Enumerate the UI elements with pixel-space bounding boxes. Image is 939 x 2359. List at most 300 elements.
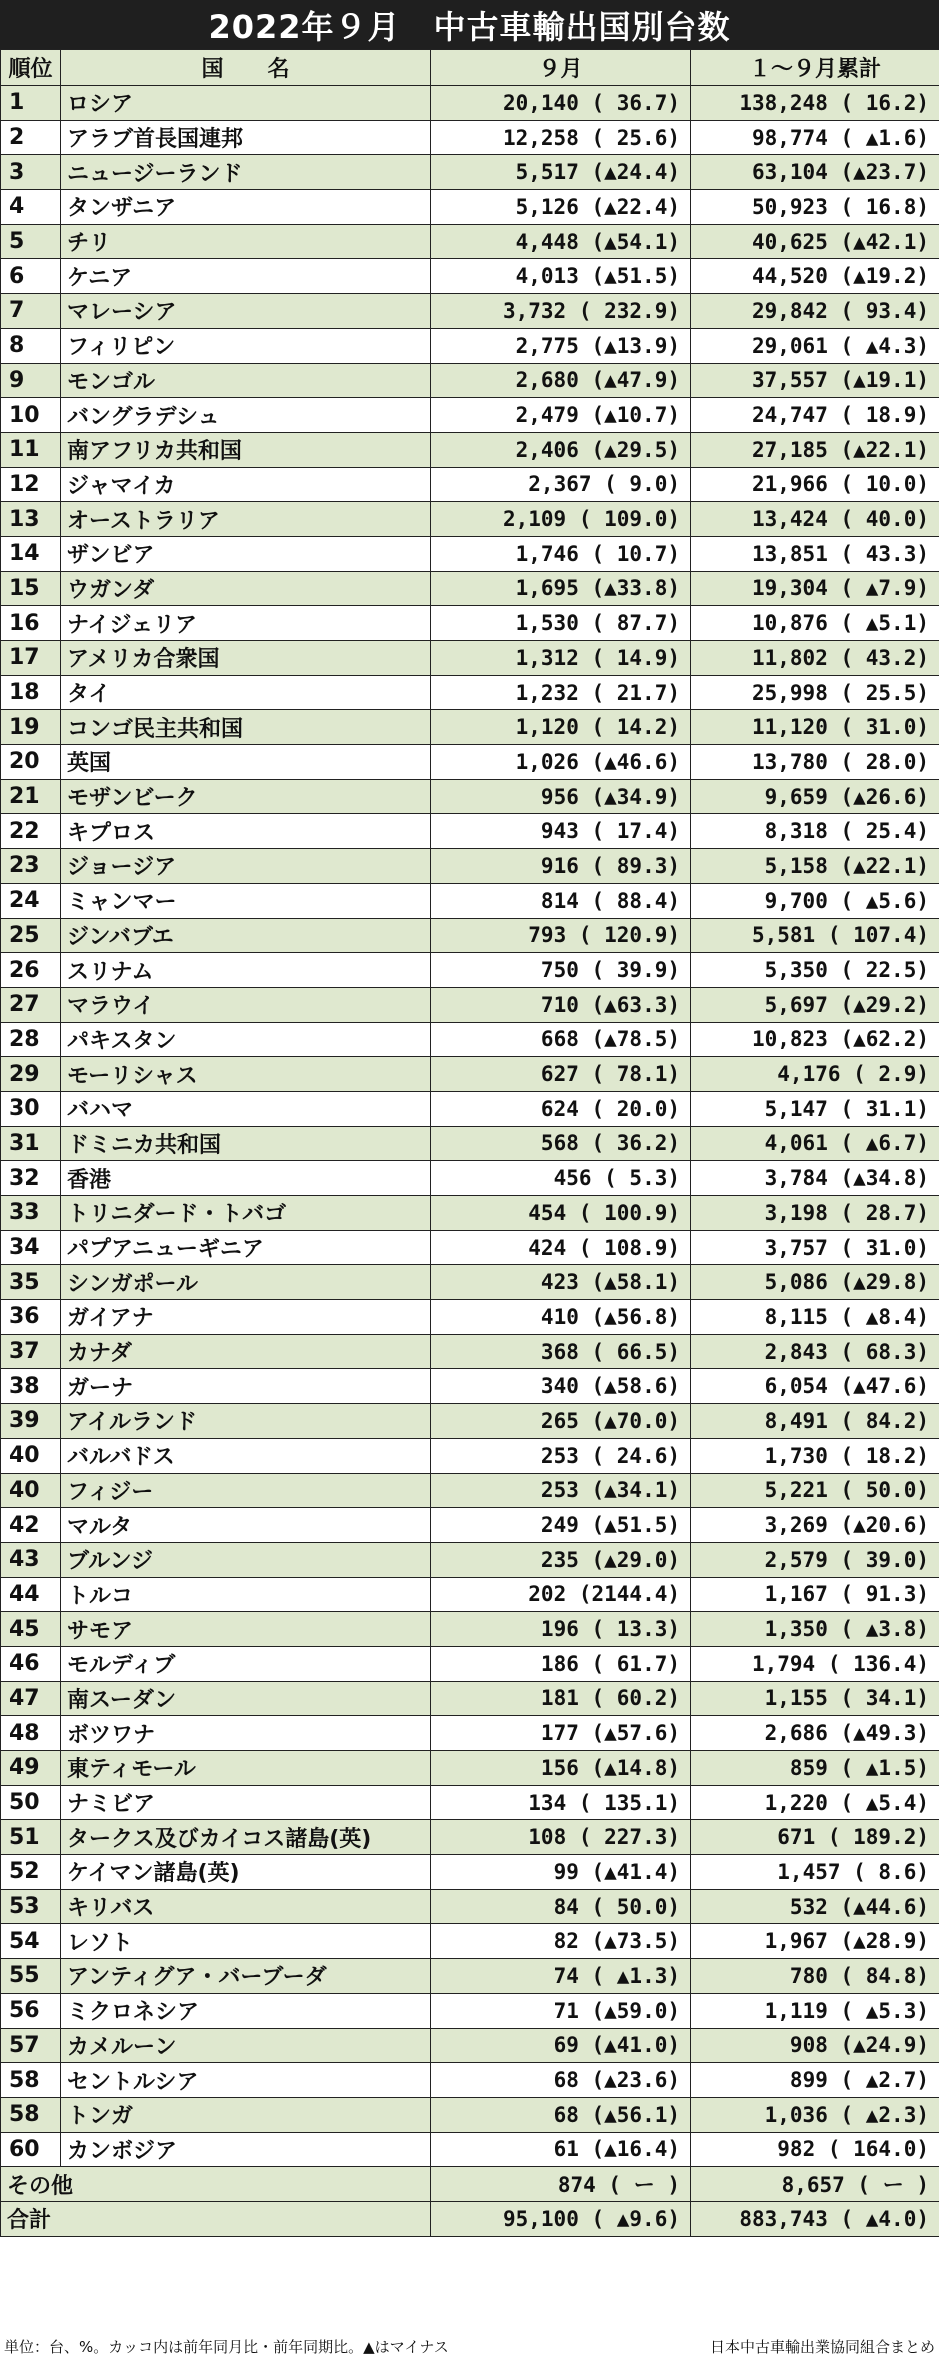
row-cumulative: 10,823 (▲62.2) <box>691 1022 939 1057</box>
row-name: 南スーダン <box>61 1681 431 1716</box>
row-name: マルタ <box>61 1508 431 1543</box>
row-rank: 44 <box>1 1577 61 1612</box>
footer-note: 単位：台、%。カッコ内は前年同月比・前年同期比。▲はマイナス <box>4 2337 449 2356</box>
row-rank: 51 <box>1 1820 61 1855</box>
table-row <box>1 86 939 121</box>
row-rank: 7 <box>1 294 61 329</box>
table-row <box>1 2097 939 2132</box>
row-cumulative: 9,659 (▲26.6) <box>691 779 939 814</box>
row-cumulative: 37,557 (▲19.1) <box>691 363 939 398</box>
row-month: 423 (▲58.1) <box>431 1265 691 1300</box>
row-month: 2,367 ( 9.0) <box>431 467 691 502</box>
table-row <box>1 2028 939 2063</box>
row-month: 84 ( 50.0) <box>431 1889 691 1924</box>
row-rank: 1 <box>1 86 61 121</box>
row-name: アラブ首長国連邦 <box>61 120 431 155</box>
row-month: 69 (▲41.0) <box>431 2028 691 2063</box>
row-rank: 17 <box>1 641 61 676</box>
table-row <box>1 571 939 606</box>
row-month: 1,530 ( 87.7) <box>431 606 691 641</box>
other-cumulative: 8,657 ( ー ) <box>691 2167 939 2202</box>
row-month: 916 ( 89.3) <box>431 849 691 884</box>
row-month: 668 (▲78.5) <box>431 1022 691 1057</box>
row-cumulative: 2,579 ( 39.0) <box>691 1542 939 1577</box>
table-row <box>1 1785 939 1820</box>
row-month: 68 (▲23.6) <box>431 2063 691 2098</box>
table-row <box>1 1438 939 1473</box>
row-cumulative: 44,520 (▲19.2) <box>691 259 939 294</box>
table-row <box>1 1508 939 1543</box>
row-month: 410 (▲56.8) <box>431 1300 691 1335</box>
row-cumulative: 63,104 (▲23.7) <box>691 155 939 190</box>
row-month: 454 ( 100.9) <box>431 1196 691 1231</box>
row-rank: 42 <box>1 1508 61 1543</box>
row-rank: 58 <box>1 2063 61 2098</box>
row-name: ミクロネシア <box>61 1993 431 2028</box>
row-cumulative: 1,457 ( 8.6) <box>691 1855 939 1890</box>
row-cumulative: 27,185 (▲22.1) <box>691 432 939 467</box>
row-name: トルコ <box>61 1577 431 1612</box>
row-rank: 31 <box>1 1126 61 1161</box>
table-row <box>1 1542 939 1577</box>
row-name: タイ <box>61 675 431 710</box>
table-row <box>1 120 939 155</box>
row-month: 1,746 ( 10.7) <box>431 536 691 571</box>
row-rank: 55 <box>1 1959 61 1994</box>
row-name: ブルンジ <box>61 1542 431 1577</box>
row-name: アメリカ合衆国 <box>61 641 431 676</box>
row-rank: 36 <box>1 1300 61 1335</box>
row-rank: 21 <box>1 779 61 814</box>
table-row <box>1 259 939 294</box>
row-month: 253 ( 24.6) <box>431 1438 691 1473</box>
table-row <box>1 1126 939 1161</box>
table-row <box>1 1855 939 1890</box>
row-rank: 30 <box>1 1091 61 1126</box>
row-cumulative: 13,851 ( 43.3) <box>691 536 939 571</box>
row-name: ウガンダ <box>61 571 431 606</box>
row-month: 235 (▲29.0) <box>431 1542 691 1577</box>
row-rank: 48 <box>1 1716 61 1751</box>
row-month: 20,140 ( 36.7) <box>431 86 691 121</box>
row-rank: 35 <box>1 1265 61 1300</box>
table-row <box>1 536 939 571</box>
table-row <box>1 918 939 953</box>
row-month: 249 (▲51.5) <box>431 1508 691 1543</box>
table-row <box>1 1265 939 1300</box>
table-row <box>1 849 939 884</box>
row-month: 134 ( 135.1) <box>431 1785 691 1820</box>
row-rank: 40 <box>1 1438 61 1473</box>
row-name: タンザニア <box>61 190 431 225</box>
row-name: マラウイ <box>61 987 431 1022</box>
row-rank: 16 <box>1 606 61 641</box>
row-month: 5,126 (▲22.4) <box>431 190 691 225</box>
row-cumulative: 13,424 ( 40.0) <box>691 502 939 537</box>
row-name: キプロス <box>61 814 431 849</box>
row-rank: 40 <box>1 1473 61 1508</box>
row-cumulative: 532 (▲44.6) <box>691 1889 939 1924</box>
row-name: ケニア <box>61 259 431 294</box>
table-row <box>1 641 939 676</box>
row-name: ジョージア <box>61 849 431 884</box>
row-cumulative: 2,686 (▲49.3) <box>691 1716 939 1751</box>
row-name: アイルランド <box>61 1404 431 1439</box>
table-row <box>1 1924 939 1959</box>
row-rank: 57 <box>1 2028 61 2063</box>
row-rank: 26 <box>1 953 61 988</box>
row-month: 5,517 (▲24.4) <box>431 155 691 190</box>
row-month: 156 (▲14.8) <box>431 1751 691 1786</box>
table-row <box>1 1889 939 1924</box>
table-row <box>1 224 939 259</box>
row-month: 1,232 ( 21.7) <box>431 675 691 710</box>
row-month: 340 (▲58.6) <box>431 1369 691 1404</box>
row-name: モーリシャス <box>61 1057 431 1092</box>
row-month: 181 ( 60.2) <box>431 1681 691 1716</box>
row-rank: 10 <box>1 398 61 433</box>
row-cumulative: 10,876 ( ▲5.1) <box>691 606 939 641</box>
row-cumulative: 1,167 ( 91.3) <box>691 1577 939 1612</box>
row-cumulative: 24,747 ( 18.9) <box>691 398 939 433</box>
row-rank: 8 <box>1 328 61 363</box>
row-rank: 27 <box>1 987 61 1022</box>
row-name: 英国 <box>61 745 431 780</box>
table-row <box>1 155 939 190</box>
row-cumulative: 8,318 ( 25.4) <box>691 814 939 849</box>
row-cumulative: 1,220 ( ▲5.4) <box>691 1785 939 1820</box>
row-rank: 53 <box>1 1889 61 1924</box>
row-cumulative: 8,491 ( 84.2) <box>691 1404 939 1439</box>
row-month: 627 ( 78.1) <box>431 1057 691 1092</box>
table-row <box>1 1369 939 1404</box>
row-rank: 28 <box>1 1022 61 1057</box>
row-cumulative: 1,036 ( ▲2.3) <box>691 2097 939 2132</box>
row-name: バルバドス <box>61 1438 431 1473</box>
row-rank: 20 <box>1 745 61 780</box>
table-row <box>1 363 939 398</box>
row-rank: 32 <box>1 1161 61 1196</box>
header-cumulative: １～９月累計 <box>691 50 939 86</box>
row-rank: 43 <box>1 1542 61 1577</box>
row-name: アンティグア・バーブーダ <box>61 1959 431 1994</box>
row-cumulative: 1,119 ( ▲5.3) <box>691 1993 939 2028</box>
row-name: チリ <box>61 224 431 259</box>
row-name: ドミニカ共和国 <box>61 1126 431 1161</box>
row-rank: 29 <box>1 1057 61 1092</box>
table-row <box>1 328 939 363</box>
row-rank: 14 <box>1 536 61 571</box>
row-name: ナミビア <box>61 1785 431 1820</box>
row-month: 99 (▲41.4) <box>431 1855 691 1890</box>
row-cumulative: 21,966 ( 10.0) <box>691 467 939 502</box>
table-row <box>1 398 939 433</box>
table-row <box>1 953 939 988</box>
row-rank: 49 <box>1 1751 61 1786</box>
table-row <box>1 1091 939 1126</box>
row-rank: 6 <box>1 259 61 294</box>
header-month: ９月 <box>431 50 691 86</box>
table-row <box>1 502 939 537</box>
table-row <box>1 606 939 641</box>
row-rank: 23 <box>1 849 61 884</box>
table-row <box>1 1473 939 1508</box>
row-cumulative: 4,061 ( ▲6.7) <box>691 1126 939 1161</box>
header-rank: 順位 <box>1 50 61 86</box>
row-cumulative: 2,843 ( 68.3) <box>691 1334 939 1369</box>
table-row <box>1 1646 939 1681</box>
row-cumulative: 13,780 ( 28.0) <box>691 745 939 780</box>
row-cumulative: 5,147 ( 31.1) <box>691 1091 939 1126</box>
row-cumulative: 5,086 (▲29.8) <box>691 1265 939 1300</box>
footer-source: 日本中古車輸出業協同組合まとめ <box>709 2337 935 2356</box>
row-cumulative: 5,158 (▲22.1) <box>691 849 939 884</box>
row-name: カメルーン <box>61 2028 431 2063</box>
row-name: ロシア <box>61 86 431 121</box>
row-cumulative: 1,155 ( 34.1) <box>691 1681 939 1716</box>
row-month: 265 (▲70.0) <box>431 1404 691 1439</box>
row-rank: 34 <box>1 1230 61 1265</box>
row-month: 2,479 (▲10.7) <box>431 398 691 433</box>
row-name: ケイマン諸島(英) <box>61 1855 431 1890</box>
row-name: パプアニューギニア <box>61 1230 431 1265</box>
table-title: 2022年９月 中古車輸出国別台数 <box>0 0 939 49</box>
table-row <box>1 1716 939 1751</box>
row-cumulative: 899 ( ▲2.7) <box>691 2063 939 2098</box>
row-name: 香港 <box>61 1161 431 1196</box>
row-rank: 12 <box>1 467 61 502</box>
row-month: 1,695 (▲33.8) <box>431 571 691 606</box>
row-cumulative: 5,221 ( 50.0) <box>691 1473 939 1508</box>
row-rank: 25 <box>1 918 61 953</box>
row-name: ザンビア <box>61 536 431 571</box>
row-name: ミャンマー <box>61 883 431 918</box>
row-name: バングラデシュ <box>61 398 431 433</box>
row-cumulative: 5,350 ( 22.5) <box>691 953 939 988</box>
row-month: 2,109 ( 109.0) <box>431 502 691 537</box>
row-cumulative: 3,757 ( 31.0) <box>691 1230 939 1265</box>
row-cumulative: 859 ( ▲1.5) <box>691 1751 939 1786</box>
row-month: 186 ( 61.7) <box>431 1646 691 1681</box>
table-row <box>1 467 939 502</box>
export-table <box>0 49 939 2237</box>
table-row <box>1 1820 939 1855</box>
row-name: サモア <box>61 1612 431 1647</box>
row-cumulative: 25,998 ( 25.5) <box>691 675 939 710</box>
table-row <box>1 987 939 1022</box>
row-rank: 60 <box>1 2132 61 2167</box>
row-name: モルディブ <box>61 1646 431 1681</box>
table-row <box>1 1161 939 1196</box>
row-name: シンガポール <box>61 1265 431 1300</box>
row-name: ジャマイカ <box>61 467 431 502</box>
total-month: 95,100 ( ▲9.6) <box>431 2201 691 2236</box>
row-rank: 5 <box>1 224 61 259</box>
row-rank: 24 <box>1 883 61 918</box>
row-month: 3,732 ( 232.9) <box>431 294 691 329</box>
row-month: 2,680 (▲47.9) <box>431 363 691 398</box>
row-rank: 11 <box>1 432 61 467</box>
row-month: 1,026 (▲46.6) <box>431 745 691 780</box>
table-row <box>1 1057 939 1092</box>
row-rank: 46 <box>1 1646 61 1681</box>
table-row <box>1 883 939 918</box>
footer <box>0 2333 939 2359</box>
row-month: 253 (▲34.1) <box>431 1473 691 1508</box>
row-cumulative: 8,115 ( ▲8.4) <box>691 1300 939 1335</box>
row-cumulative: 1,967 (▲28.9) <box>691 1924 939 1959</box>
table-row <box>1 2063 939 2098</box>
row-cumulative: 6,054 (▲47.6) <box>691 1369 939 1404</box>
row-rank: 38 <box>1 1369 61 1404</box>
row-name: フィジー <box>61 1473 431 1508</box>
table-row <box>1 1230 939 1265</box>
row-month: 368 ( 66.5) <box>431 1334 691 1369</box>
row-rank: 39 <box>1 1404 61 1439</box>
table-row <box>1 1022 939 1057</box>
row-name: ガイアナ <box>61 1300 431 1335</box>
table-row <box>1 432 939 467</box>
row-name: ニュージーランド <box>61 155 431 190</box>
row-month: 814 ( 88.4) <box>431 883 691 918</box>
row-month: 61 (▲16.4) <box>431 2132 691 2167</box>
row-month: 943 ( 17.4) <box>431 814 691 849</box>
table-row <box>1 1751 939 1786</box>
row-cumulative: 29,061 ( ▲4.3) <box>691 328 939 363</box>
row-month: 1,120 ( 14.2) <box>431 710 691 745</box>
row-name: レソト <box>61 1924 431 1959</box>
table-row <box>1 1196 939 1231</box>
row-cumulative: 19,304 ( ▲7.9) <box>691 571 939 606</box>
row-cumulative: 9,700 ( ▲5.6) <box>691 883 939 918</box>
row-month: 4,013 (▲51.5) <box>431 259 691 294</box>
header-name: 国 名 <box>61 50 431 86</box>
table-row <box>1 190 939 225</box>
table-row <box>1 814 939 849</box>
row-rank: 54 <box>1 1924 61 1959</box>
row-name: セントルシア <box>61 2063 431 2098</box>
table-row <box>1 1681 939 1716</box>
row-rank: 22 <box>1 814 61 849</box>
total-cumulative: 883,743 ( ▲4.0) <box>691 2201 939 2236</box>
row-rank: 15 <box>1 571 61 606</box>
row-rank: 56 <box>1 1993 61 2028</box>
row-month: 956 (▲34.9) <box>431 779 691 814</box>
row-cumulative: 3,269 (▲20.6) <box>691 1508 939 1543</box>
other-row <box>1 2167 939 2202</box>
row-month: 68 (▲56.1) <box>431 2097 691 2132</box>
row-cumulative: 1,730 ( 18.2) <box>691 1438 939 1473</box>
row-rank: 47 <box>1 1681 61 1716</box>
row-month: 750 ( 39.9) <box>431 953 691 988</box>
row-cumulative: 5,581 ( 107.4) <box>691 918 939 953</box>
row-name: トンガ <box>61 2097 431 2132</box>
row-rank: 3 <box>1 155 61 190</box>
row-rank: 18 <box>1 675 61 710</box>
row-name: カンボジア <box>61 2132 431 2167</box>
row-rank: 33 <box>1 1196 61 1231</box>
row-cumulative: 50,923 ( 16.8) <box>691 190 939 225</box>
row-cumulative: 1,350 ( ▲3.8) <box>691 1612 939 1647</box>
row-name: パキスタン <box>61 1022 431 1057</box>
row-month: 108 ( 227.3) <box>431 1820 691 1855</box>
row-rank: 9 <box>1 363 61 398</box>
total-row <box>1 2201 939 2236</box>
row-name: カナダ <box>61 1334 431 1369</box>
row-rank: 50 <box>1 1785 61 1820</box>
other-label: その他 <box>1 2167 431 2202</box>
row-rank: 2 <box>1 120 61 155</box>
table-row <box>1 1334 939 1369</box>
row-month: 2,406 (▲29.5) <box>431 432 691 467</box>
table-row <box>1 1959 939 1994</box>
row-cumulative: 780 ( 84.8) <box>691 1959 939 1994</box>
table-row <box>1 2132 939 2167</box>
row-cumulative: 982 ( 164.0) <box>691 2132 939 2167</box>
row-rank: 13 <box>1 502 61 537</box>
row-month: 568 ( 36.2) <box>431 1126 691 1161</box>
row-cumulative: 4,176 ( 2.9) <box>691 1057 939 1092</box>
table-row <box>1 1300 939 1335</box>
row-month: 2,775 (▲13.9) <box>431 328 691 363</box>
table-row <box>1 1577 939 1612</box>
table-row <box>1 710 939 745</box>
row-name: マレーシア <box>61 294 431 329</box>
row-name: スリナム <box>61 953 431 988</box>
row-name: モンゴル <box>61 363 431 398</box>
table-row <box>1 1993 939 2028</box>
row-name: バハマ <box>61 1091 431 1126</box>
row-month: 456 ( 5.3) <box>431 1161 691 1196</box>
row-month: 424 ( 108.9) <box>431 1230 691 1265</box>
row-month: 74 ( ▲1.3) <box>431 1959 691 1994</box>
row-name: ナイジェリア <box>61 606 431 641</box>
row-name: 東ティモール <box>61 1751 431 1786</box>
row-rank: 58 <box>1 2097 61 2132</box>
row-month: 71 (▲59.0) <box>431 1993 691 2028</box>
row-rank: 4 <box>1 190 61 225</box>
row-name: オーストラリア <box>61 502 431 537</box>
row-month: 624 ( 20.0) <box>431 1091 691 1126</box>
row-rank: 19 <box>1 710 61 745</box>
row-cumulative: 671 ( 189.2) <box>691 1820 939 1855</box>
row-cumulative: 1,794 ( 136.4) <box>691 1646 939 1681</box>
row-name: ジンバブエ <box>61 918 431 953</box>
table-row <box>1 1612 939 1647</box>
row-month: 202 (2144.4) <box>431 1577 691 1612</box>
table-row <box>1 675 939 710</box>
table-row <box>1 294 939 329</box>
row-name: タークス及びカイコス諸島(英) <box>61 1820 431 1855</box>
row-name: ガーナ <box>61 1369 431 1404</box>
header-row <box>1 50 939 86</box>
row-rank: 37 <box>1 1334 61 1369</box>
row-month: 196 ( 13.3) <box>431 1612 691 1647</box>
row-month: 1,312 ( 14.9) <box>431 641 691 676</box>
row-cumulative: 11,120 ( 31.0) <box>691 710 939 745</box>
row-name: トリニダード・トバゴ <box>61 1196 431 1231</box>
row-cumulative: 40,625 (▲42.1) <box>691 224 939 259</box>
row-month: 177 (▲57.6) <box>431 1716 691 1751</box>
row-name: キリバス <box>61 1889 431 1924</box>
row-month: 4,448 (▲54.1) <box>431 224 691 259</box>
table-row <box>1 1404 939 1439</box>
row-name: ボツワナ <box>61 1716 431 1751</box>
row-month: 12,258 ( 25.6) <box>431 120 691 155</box>
row-cumulative: 5,697 (▲29.2) <box>691 987 939 1022</box>
row-month: 82 (▲73.5) <box>431 1924 691 1959</box>
row-cumulative: 138,248 ( 16.2) <box>691 86 939 121</box>
